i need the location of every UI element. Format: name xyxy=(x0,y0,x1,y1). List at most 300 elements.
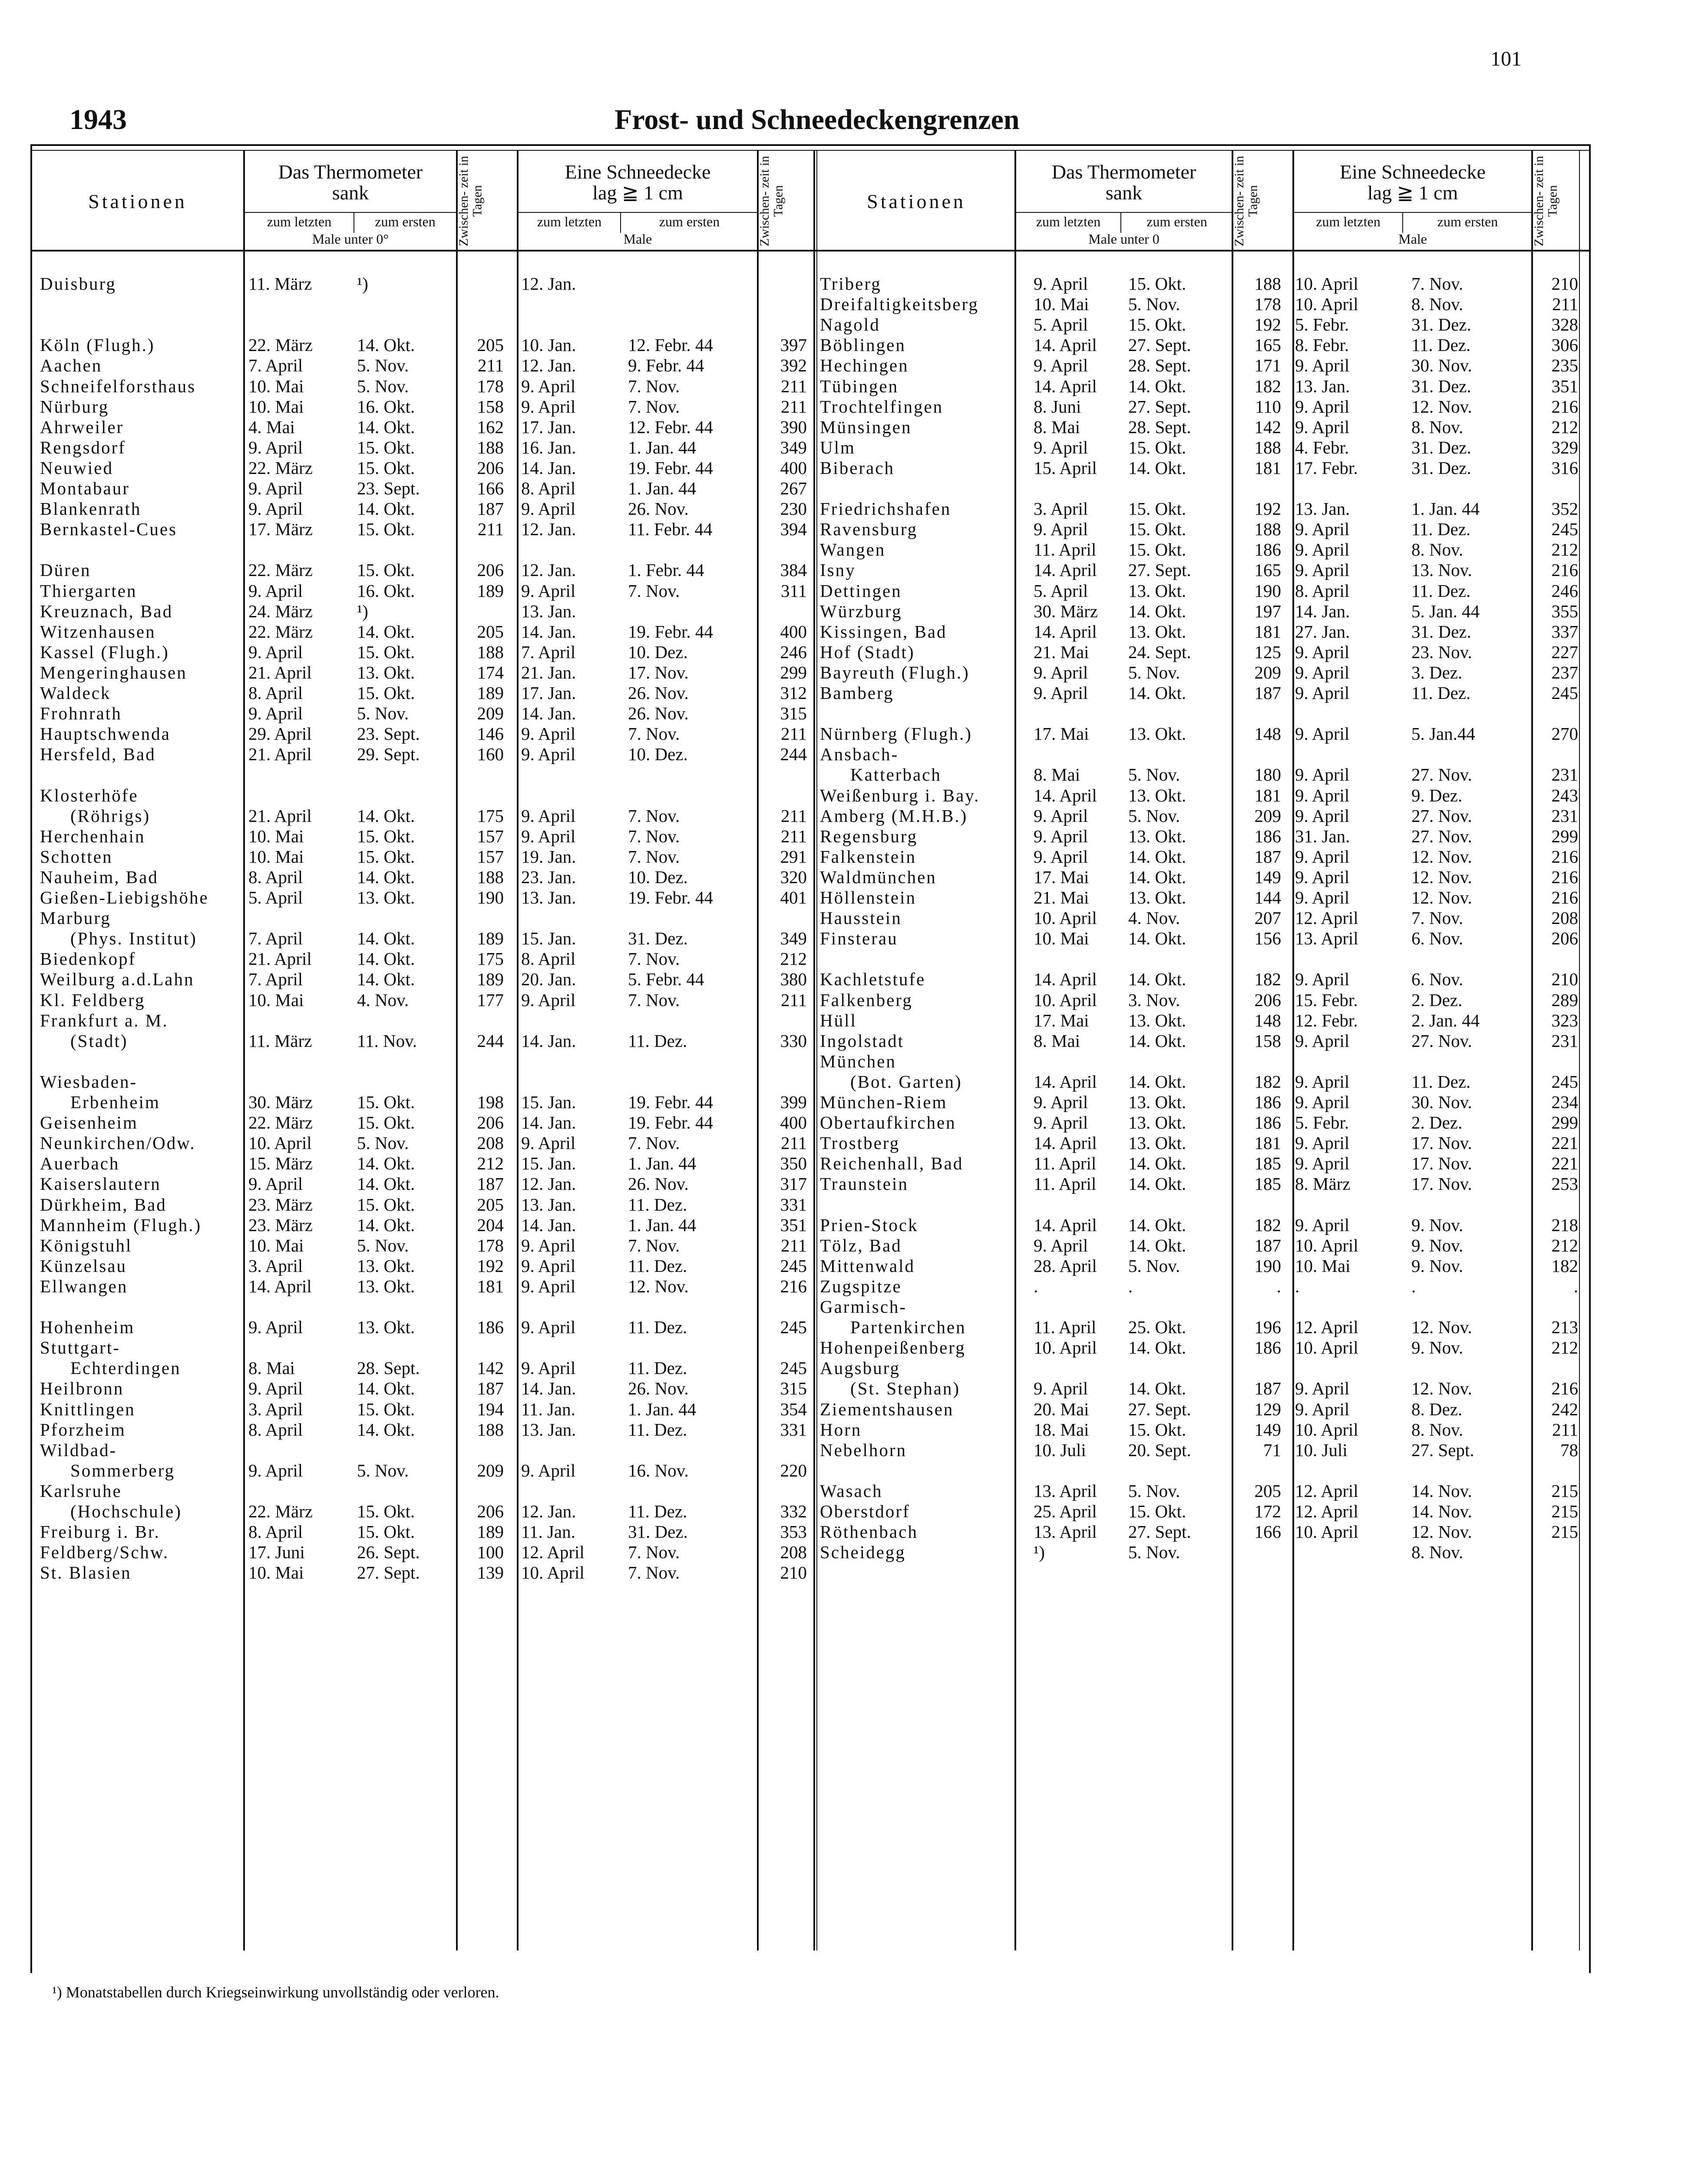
table-top-rule-thin xyxy=(30,150,1591,151)
frost-interval-cell: 187 xyxy=(1254,683,1281,703)
frost-last-cell: . xyxy=(1034,1276,1038,1296)
table-row xyxy=(0,1051,1708,1072)
station-cell: Kassel (Flugh.) xyxy=(40,642,169,662)
snow-last-cell: 9. April xyxy=(1295,1215,1350,1235)
frost-first-cell: 14. Okt. xyxy=(357,1174,415,1194)
frost-last-cell: 17. Mai xyxy=(1034,867,1089,887)
frost-interval-cell: 149 xyxy=(1254,867,1281,887)
station-cell: Oberstdorf xyxy=(820,1501,910,1521)
station-cell: Ingolstadt xyxy=(820,1030,904,1051)
snow-last-cell: 9. April xyxy=(521,744,576,765)
snow-interval-cell: 216 xyxy=(1551,846,1578,867)
frost-interval-cell: 142 xyxy=(1254,417,1281,437)
header-zwischenzeit-left-2: Zwischen- zeit in Tagen xyxy=(757,156,786,246)
frost-interval-cell: 182 xyxy=(1254,376,1281,396)
table-row xyxy=(0,519,1708,540)
frost-interval-cell: 188 xyxy=(1254,437,1281,457)
frost-interval-cell: 148 xyxy=(1254,1010,1281,1030)
station-cell: Hof (Stadt) xyxy=(820,642,915,662)
snow-first-cell: 11. Dez. xyxy=(628,1501,687,1521)
station-cell: Marburg xyxy=(40,908,111,928)
frost-last-cell: 9. April xyxy=(248,1317,303,1338)
snow-last-cell: 9. April xyxy=(1295,1399,1350,1419)
snow-first-cell: 17. Nov. xyxy=(628,662,689,682)
header-bottom-rule xyxy=(30,250,1591,252)
frost-interval-cell: 100 xyxy=(477,1542,504,1563)
frost-interval-cell: 146 xyxy=(477,724,504,744)
station-cell: Dreifaltigkeitsberg xyxy=(820,294,979,315)
sub-rule xyxy=(1292,212,1531,213)
snow-first-cell: 19. Febr. 44 xyxy=(628,457,713,478)
table-row xyxy=(0,376,1708,397)
frost-interval-cell: 175 xyxy=(477,949,504,969)
year-heading: 1943 xyxy=(69,104,127,136)
frost-first-cell: 5. Nov. xyxy=(357,355,409,376)
snow-first-cell: 7. Nov. xyxy=(628,580,680,601)
table-row xyxy=(0,458,1708,478)
frost-interval-cell: 185 xyxy=(1254,1174,1281,1194)
snow-last-cell: 14. Jan. xyxy=(521,1378,576,1399)
frost-interval-cell: 178 xyxy=(477,376,504,396)
snow-last-cell: 9. April xyxy=(1295,1133,1350,1153)
frost-first-cell: 28. Sept. xyxy=(1128,417,1191,437)
frost-first-cell: 15. Okt. xyxy=(1128,274,1186,294)
frost-interval-cell: 206 xyxy=(477,1501,504,1521)
station-cell: Echterdingen xyxy=(70,1358,181,1378)
snow-last-cell: 12. April xyxy=(1295,1501,1358,1521)
station-cell: Höllenstein xyxy=(820,887,917,907)
snow-interval-cell: 400 xyxy=(780,457,807,478)
frost-first-cell: 13. Okt. xyxy=(1128,887,1186,907)
snow-first-cell: 5. Jan. 44 xyxy=(1411,601,1480,621)
frost-interval-cell: 207 xyxy=(1254,908,1281,928)
snow-last-cell: 8. März xyxy=(1295,1174,1351,1194)
snow-first-cell: 26. Nov. xyxy=(628,1378,689,1399)
frost-first-cell: 5. Nov. xyxy=(1128,1480,1180,1501)
snow-interval-cell: 242 xyxy=(1551,1399,1578,1419)
frost-interval-cell: 194 xyxy=(477,1399,504,1419)
snow-interval-cell: 350 xyxy=(780,1153,807,1174)
frost-interval-cell: 188 xyxy=(477,642,504,662)
frost-interval-cell: 166 xyxy=(1254,1522,1281,1542)
frost-last-cell: 14. April xyxy=(1034,969,1097,990)
snow-interval-cell: 208 xyxy=(780,1542,807,1563)
snow-interval-cell: 211 xyxy=(1552,294,1578,315)
snow-first-cell: 5. Febr. 44 xyxy=(628,969,704,990)
snow-interval-cell: 210 xyxy=(1551,274,1578,294)
table-row xyxy=(0,1072,1708,1092)
frost-interval-cell: 197 xyxy=(1254,601,1281,621)
frost-interval-cell: 157 xyxy=(477,846,504,867)
frost-last-cell: 5. April xyxy=(1034,315,1088,335)
header-snow-lag-left: lag ≧ 1 cm xyxy=(592,182,683,204)
frost-last-cell: 5. April xyxy=(1034,580,1088,601)
table-row xyxy=(0,785,1708,806)
frost-last-cell: 21. April xyxy=(248,949,312,969)
frost-interval-cell: 187 xyxy=(477,499,504,519)
frost-last-cell: 10. Mai xyxy=(248,826,304,846)
frost-interval-cell: 148 xyxy=(1254,724,1281,744)
frost-last-cell: 8. Mai xyxy=(1034,765,1080,785)
frost-last-cell: 3. April xyxy=(248,1399,303,1419)
table-row xyxy=(0,294,1708,315)
frost-interval-cell: 190 xyxy=(477,887,504,907)
frost-interval-cell: 209 xyxy=(477,703,504,724)
frost-last-cell: 14. April xyxy=(1034,1215,1097,1235)
snow-first-cell: 11. Dez. xyxy=(1411,580,1471,601)
snow-interval-cell: 218 xyxy=(1551,1215,1578,1235)
snow-last-cell: 20. Jan. xyxy=(521,969,576,990)
frost-first-cell: 11. Nov. xyxy=(357,1030,417,1051)
frost-interval-cell: 182 xyxy=(1254,969,1281,990)
frost-first-cell: 14. Okt. xyxy=(357,1153,415,1174)
frost-last-cell: 9. April xyxy=(248,437,303,457)
snow-first-cell: 17. Nov. xyxy=(1411,1153,1472,1174)
station-cell: Hauptschwenda xyxy=(40,724,171,744)
frost-first-cell: 13. Okt. xyxy=(357,887,415,907)
station-cell: Weilburg a.d.Lahn xyxy=(40,969,195,990)
frost-interval-cell: 71 xyxy=(1263,1440,1281,1460)
snow-last-cell: 15. Jan. xyxy=(521,1092,576,1112)
station-cell: Amberg (M.H.B.) xyxy=(820,805,968,826)
station-cell: Düren xyxy=(40,560,91,580)
station-cell: Feldberg/Schw. xyxy=(40,1542,169,1563)
snow-first-cell: 7. Nov. xyxy=(628,1542,680,1563)
frost-first-cell: 15. Okt. xyxy=(357,519,415,540)
snow-interval-cell: 384 xyxy=(780,560,807,580)
station-cell: Schotten xyxy=(40,846,113,867)
frost-last-cell: 9. April xyxy=(1034,437,1088,457)
snow-interval-cell: 216 xyxy=(1551,1378,1578,1399)
snow-interval-cell: 328 xyxy=(1551,315,1578,335)
frost-interval-cell: 205 xyxy=(477,1194,504,1215)
frost-first-cell: 14. Okt. xyxy=(1128,457,1186,478)
snow-interval-cell: 289 xyxy=(1551,990,1578,1010)
table-row xyxy=(0,1440,1708,1460)
snow-last-cell: 14. Jan. xyxy=(1295,601,1350,621)
frost-interval-cell: 204 xyxy=(477,1215,504,1235)
snow-interval-cell: 231 xyxy=(1551,1030,1578,1051)
snow-interval-cell: 320 xyxy=(780,867,807,887)
table-row xyxy=(0,990,1708,1010)
snow-last-cell: 15. Febr. xyxy=(1295,990,1358,1010)
snow-first-cell: 12. Nov. xyxy=(1411,1317,1472,1338)
table-row xyxy=(0,642,1708,662)
snow-last-cell: 12. Jan. xyxy=(521,1174,576,1194)
snow-last-cell: 10. April xyxy=(1295,1522,1358,1542)
table-row xyxy=(0,437,1708,458)
frost-last-cell: 10. April xyxy=(1034,990,1097,1010)
table-row xyxy=(0,1195,1708,1215)
frost-interval-cell: 189 xyxy=(477,580,504,601)
snow-first-cell: 27. Sept. xyxy=(1411,1440,1474,1460)
snow-interval-cell: 245 xyxy=(780,1358,807,1378)
frost-interval-cell: 188 xyxy=(1254,519,1281,540)
station-cell: Ellwangen xyxy=(40,1276,128,1296)
snow-interval-cell: 211 xyxy=(781,396,807,417)
frost-first-cell: 27. Sept. xyxy=(357,1563,420,1583)
frost-interval-cell: 175 xyxy=(477,805,504,826)
snow-last-cell: 7. April xyxy=(521,642,576,662)
frost-first-cell: 15. Okt. xyxy=(357,457,415,478)
table-row xyxy=(0,1460,1708,1481)
table-row xyxy=(0,1317,1708,1338)
frost-first-cell: . xyxy=(1128,1276,1133,1296)
frost-first-cell: 14. Okt. xyxy=(357,1215,415,1235)
frost-first-cell: 16. Okt. xyxy=(357,396,415,417)
snow-interval-cell: 299 xyxy=(1551,1112,1578,1133)
table-row xyxy=(0,867,1708,887)
snow-interval-cell: 206 xyxy=(1551,928,1578,949)
snow-interval-cell: 246 xyxy=(1551,580,1578,601)
frost-last-cell: 8. Mai xyxy=(1034,1030,1080,1051)
station-cell: Köln (Flugh.) xyxy=(40,335,155,355)
frost-first-cell: 5. Nov. xyxy=(1128,765,1180,785)
frost-last-cell: 13. April xyxy=(1034,1480,1097,1501)
snow-last-cell: 15. Jan. xyxy=(521,928,576,949)
station-cell: Traunstein xyxy=(820,1174,909,1194)
snow-interval-cell: 352 xyxy=(1551,499,1578,519)
snow-first-cell: 27. Nov. xyxy=(1411,826,1472,846)
snow-interval-cell: 208 xyxy=(1551,908,1578,928)
frost-last-cell: 28. April xyxy=(1034,1255,1097,1276)
snow-interval-cell: 245 xyxy=(1551,683,1578,703)
table-row xyxy=(0,662,1708,683)
frost-interval-cell: 157 xyxy=(477,826,504,846)
frost-interval-cell: 244 xyxy=(477,1030,504,1051)
snow-first-cell: 31. Dez. xyxy=(1411,437,1471,457)
table-row xyxy=(0,1112,1708,1133)
snow-interval-cell: 231 xyxy=(1551,805,1578,826)
station-cell: Dettingen xyxy=(820,580,902,601)
frost-first-cell: 14. Okt. xyxy=(357,969,415,990)
frost-last-cell: 4. Mai xyxy=(248,417,295,437)
snow-first-cell: 31. Dez. xyxy=(1411,621,1471,642)
snow-first-cell: 9. Nov. xyxy=(1411,1235,1464,1255)
station-cell: Mengeringhausen xyxy=(40,662,187,682)
snow-first-cell: 1. Jan. 44 xyxy=(628,1399,697,1419)
frost-interval-cell: 188 xyxy=(1254,274,1281,294)
snow-first-cell: 10. Dez. xyxy=(628,744,688,765)
snow-last-cell: 12. Jan. xyxy=(521,519,576,540)
snow-last-cell: . xyxy=(1295,1276,1300,1296)
snow-first-cell: 12. Nov. xyxy=(1411,867,1472,887)
snow-first-cell: 7. Nov. xyxy=(628,1235,680,1255)
snow-last-cell: 21. Jan. xyxy=(521,662,576,682)
page-number: 101 xyxy=(1490,47,1522,70)
frost-first-cell: 13. Okt. xyxy=(1128,1112,1186,1133)
frost-last-cell: 29. April xyxy=(248,724,312,744)
frost-last-cell: 9. April xyxy=(1034,1378,1088,1399)
station-cell: Gießen-Liebigshöhe xyxy=(40,887,209,907)
snow-interval-cell: 213 xyxy=(1551,1317,1578,1338)
frost-last-cell: 9. April xyxy=(1034,683,1088,703)
frost-interval-cell: 186 xyxy=(1254,1338,1281,1358)
snow-interval-cell: 349 xyxy=(780,437,807,457)
station-cell: Duisburg xyxy=(40,274,116,294)
frost-first-cell: 5. Nov. xyxy=(1128,662,1180,682)
table-top-rule xyxy=(30,144,1591,146)
frost-last-cell: 21. April xyxy=(248,805,312,826)
frost-interval-cell: 181 xyxy=(1254,785,1281,805)
snow-interval-cell: 210 xyxy=(780,1563,807,1583)
header-stations-left: Stationen xyxy=(88,190,187,212)
snow-last-cell: 13. Jan. xyxy=(521,1419,576,1440)
sub-divider xyxy=(1120,212,1121,233)
frost-first-cell: 14. Okt. xyxy=(357,805,415,826)
snow-first-cell: 14. Nov. xyxy=(1411,1480,1472,1501)
snow-first-cell: 31. Dez. xyxy=(1411,457,1471,478)
sub-rule xyxy=(1014,212,1232,213)
station-cell: Schneifelforsthaus xyxy=(40,376,196,396)
frost-last-cell: 22. März xyxy=(248,457,313,478)
frost-interval-cell: 181 xyxy=(1254,621,1281,642)
frost-interval-cell: 196 xyxy=(1254,1317,1281,1338)
station-cell: Nauheim, Bad xyxy=(40,867,159,887)
table-row xyxy=(0,1542,1708,1563)
snow-first-cell: 8. Nov. xyxy=(1411,540,1464,560)
frost-first-cell: 5. Nov. xyxy=(1128,1542,1180,1563)
header-zwischenzeit-left-1: Zwischen- zeit in Tagen xyxy=(456,156,485,246)
frost-first-cell: 13. Okt. xyxy=(1128,580,1186,601)
snow-interval-cell: 332 xyxy=(780,1501,807,1521)
frost-interval-cell: 211 xyxy=(478,355,504,376)
frost-interval-cell: 187 xyxy=(1254,1235,1281,1255)
station-cell: Hohenpeißenberg xyxy=(820,1338,966,1358)
snow-first-cell: 12. Nov. xyxy=(628,1276,689,1296)
frost-first-cell: 5. Nov. xyxy=(357,1235,409,1255)
frost-last-cell: 23. März xyxy=(248,1215,313,1235)
frost-interval-cell: 174 xyxy=(477,662,504,682)
frost-last-cell: 21. April xyxy=(248,744,312,765)
frost-interval-cell: 187 xyxy=(1254,846,1281,867)
snow-interval-cell: 316 xyxy=(1551,457,1578,478)
frost-interval-cell: 129 xyxy=(1254,1399,1281,1419)
snow-interval-cell: 306 xyxy=(1551,335,1578,355)
frost-first-cell: 15. Okt. xyxy=(357,437,415,457)
frost-interval-cell: 139 xyxy=(477,1563,504,1583)
header-snow-first-left: zum ersten xyxy=(659,214,720,229)
frost-last-cell: 11. April xyxy=(1034,1153,1097,1174)
snow-interval-cell: 267 xyxy=(780,478,807,498)
frost-first-cell: 14. Okt. xyxy=(357,335,415,355)
frost-interval-cell: . xyxy=(1276,1276,1281,1296)
snow-last-cell: 10. April xyxy=(1295,1235,1358,1255)
snow-first-cell: 7. Nov. xyxy=(628,724,680,744)
header-snow-last-left: zum letzten xyxy=(537,214,602,229)
station-cell: Tübingen xyxy=(820,376,899,396)
frost-last-cell: 22. März xyxy=(248,1501,313,1521)
table-row xyxy=(0,1338,1708,1358)
frost-last-cell: 3. April xyxy=(1034,499,1088,519)
frost-first-cell: 15. Okt. xyxy=(357,1092,415,1112)
snow-first-cell: 9. Dez. xyxy=(1411,785,1463,805)
snow-interval-cell: 221 xyxy=(1551,1133,1578,1153)
snow-last-cell: 14. Jan. xyxy=(521,1030,576,1051)
station-cell: Nebelhorn xyxy=(820,1440,907,1460)
snow-interval-cell: 244 xyxy=(780,744,807,765)
snow-first-cell: 1. Jan. 44 xyxy=(628,1153,697,1174)
frost-interval-cell: 192 xyxy=(1254,315,1281,335)
frost-first-cell: 27. Sept. xyxy=(1128,1399,1191,1419)
frost-last-cell: 9. April xyxy=(1034,274,1088,294)
frost-interval-cell: 186 xyxy=(477,1317,504,1338)
station-cell: Mittenwald xyxy=(820,1255,915,1276)
frost-last-cell: 13. April xyxy=(1034,1522,1097,1542)
frost-first-cell: 14. Okt. xyxy=(357,867,415,887)
frost-last-cell: 8. April xyxy=(248,1522,303,1542)
frost-first-cell: 27. Sept. xyxy=(1128,1522,1191,1542)
station-cell: Münsingen xyxy=(820,417,912,437)
snow-first-cell: 1. Jan. 44 xyxy=(1411,499,1480,519)
frost-first-cell: 14. Okt. xyxy=(1128,846,1186,867)
station-cell: Obertaufkirchen xyxy=(820,1112,956,1133)
snow-interval-cell: 394 xyxy=(780,519,807,540)
snow-interval-cell: 212 xyxy=(1551,1235,1578,1255)
frost-first-cell: 13. Okt. xyxy=(357,662,415,682)
table-row xyxy=(0,1215,1708,1235)
snow-last-cell: 9. April xyxy=(1295,867,1350,887)
station-cell: Garmisch- xyxy=(820,1297,907,1317)
table-row xyxy=(0,928,1708,949)
snow-interval-cell: 399 xyxy=(780,1092,807,1112)
frost-first-cell: 14. Okt. xyxy=(1128,1338,1186,1358)
station-cell: Scheidegg xyxy=(820,1542,906,1563)
snow-last-cell: 9. April xyxy=(1295,805,1350,826)
station-cell: Blankenrath xyxy=(40,499,142,519)
header-male-unter-left: Male unter 0° xyxy=(312,231,389,247)
frost-interval-cell: 186 xyxy=(1254,1092,1281,1112)
snow-last-cell: 9. April xyxy=(1295,683,1350,703)
table-row xyxy=(0,847,1708,867)
station-cell: (Phys. Institut) xyxy=(70,928,197,949)
snow-interval-cell: 216 xyxy=(1551,887,1578,907)
snow-first-cell: . xyxy=(1411,1276,1416,1296)
frost-interval-cell: 209 xyxy=(1254,662,1281,682)
snow-interval-cell: 270 xyxy=(1551,724,1578,744)
frost-first-cell: 4. Nov. xyxy=(357,990,409,1010)
station-cell: Erbenheim xyxy=(70,1092,160,1112)
frost-last-cell: 10. Juli xyxy=(1034,1440,1086,1460)
station-cell: Ahrweiler xyxy=(40,417,124,437)
frost-first-cell: 13. Okt. xyxy=(1128,1092,1186,1112)
frost-interval-cell: 189 xyxy=(477,683,504,703)
frost-first-cell: 5. Nov. xyxy=(357,1460,409,1480)
snow-first-cell: 10. Dez. xyxy=(628,642,688,662)
frost-interval-cell: 205 xyxy=(1254,1480,1281,1501)
station-cell: Ansbach- xyxy=(820,744,899,765)
snow-last-cell: 9. April xyxy=(1295,560,1350,580)
snow-interval-cell: 397 xyxy=(780,335,807,355)
header-snow-lag-right: lag ≧ 1 cm xyxy=(1367,182,1458,204)
frost-last-cell: 10. Mai xyxy=(248,1563,304,1583)
frost-last-cell: 18. Mai xyxy=(1034,1419,1089,1440)
snow-first-cell: 17. Nov. xyxy=(1411,1174,1472,1194)
frost-interval-cell: 156 xyxy=(1254,928,1281,949)
header-thermo-right: Das Thermometer xyxy=(1051,161,1196,183)
snow-last-cell: 31. Jan. xyxy=(1295,826,1350,846)
station-cell: Falkenstein xyxy=(820,846,917,867)
snow-last-cell: 8. April xyxy=(521,478,576,498)
snow-last-cell: 12. April xyxy=(1295,1317,1358,1338)
snow-first-cell: 10. Dez. xyxy=(628,867,688,887)
snow-last-cell: 10. April xyxy=(1295,1419,1358,1440)
station-cell: Stuttgart- xyxy=(40,1338,120,1358)
station-cell: Karlsruhe xyxy=(40,1480,122,1501)
table-row xyxy=(0,1481,1708,1501)
snow-interval-cell: 234 xyxy=(1551,1092,1578,1112)
table-row xyxy=(0,560,1708,580)
